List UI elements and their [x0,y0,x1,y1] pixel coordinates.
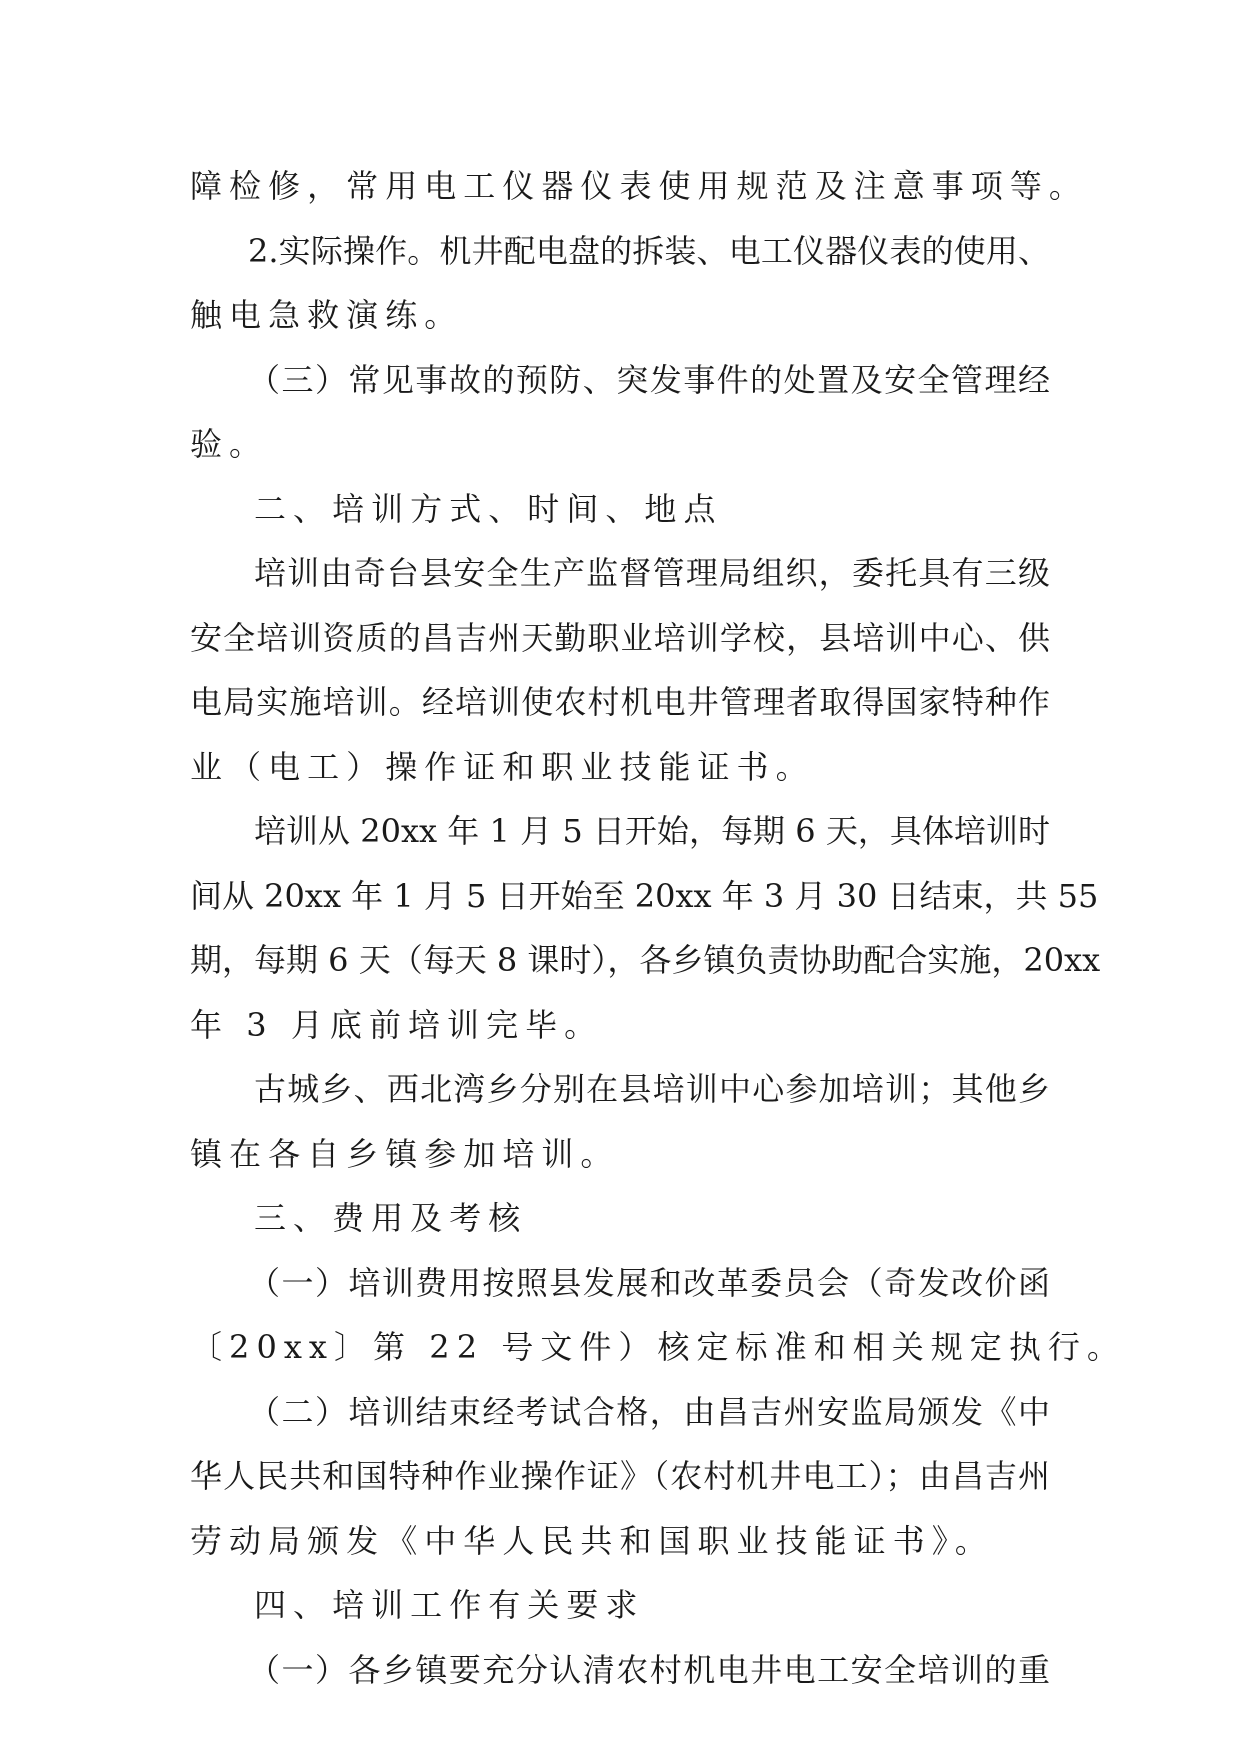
text-line: 〔20xx〕第 22 号文件）核定标准和相关规定执行。 [190,1328,1126,1366]
text-line: 触电急救演练。 [190,296,464,334]
section-heading: 三、费用及考核 [254,1199,528,1237]
section-heading: 二、培训方式、时间、地点 [254,489,723,528]
text-line: 验。 [190,425,269,463]
text-line: 年 3 月底前培训完毕。 [190,1005,604,1044]
text-line: 障检修，常用电工仪器仪表使用规范及注意事项等。 [190,167,1088,205]
text-line: （二）培训结束经考试合格，由昌吉州安监局颁发《中 [248,1392,1050,1431]
text-line: 安全培训资质的昌吉州天勤职业培训学校，县培训中心、供 [190,618,1050,657]
section-heading: 四、培训工作有关要求 [254,1586,645,1624]
text-line: （三）常见事故的预防、突发事件的处置及安全管理经 [248,360,1050,399]
text-line: 镇在各自乡镇参加培训。 [190,1134,620,1173]
text-line: 劳动局颁发《中华人民共和国职业技能证书》。 [190,1521,994,1560]
text-line: （一）培训费用按照县发展和改革委员会（奇发改价函 [248,1263,1050,1302]
text-line: 培训从 20xx 年 1 月 5 日开始，每期 6 天，具体培训时 [254,812,1050,850]
text-line: 培训由奇台县安全生产监督管理局组织，委托具有三级 [254,554,1050,592]
text-line: 古城乡、西北湾乡分别在县培训中心参加培训；其他乡 [254,1070,1050,1108]
text-line: 业（电工）操作证和职业技能证书。 [190,747,815,786]
text-line: 华人民共和国特种作业操作证》（农村机井电工）；由昌吉州 [190,1457,1050,1495]
text-line: （一）各乡镇要充分认清农村机电井电工安全培训的重 [248,1650,1050,1689]
text-line: 间从 20xx 年 1 月 5 日开始至 20xx 年 3 月 30 日结束，共 55 [190,876,1099,915]
text-line: 期，每期 6 天（每天 8 课时），各乡镇负责协助配合实施，20xx [190,941,1101,979]
text-line: 2.实际操作。机井配电盘的拆装、电工仪器仪表的使用、 [248,231,1050,270]
text-line: 电局实施培训。经培训使农村机电井管理者取得国家特种作 [190,683,1050,721]
document-body [190,154,1126,1702]
